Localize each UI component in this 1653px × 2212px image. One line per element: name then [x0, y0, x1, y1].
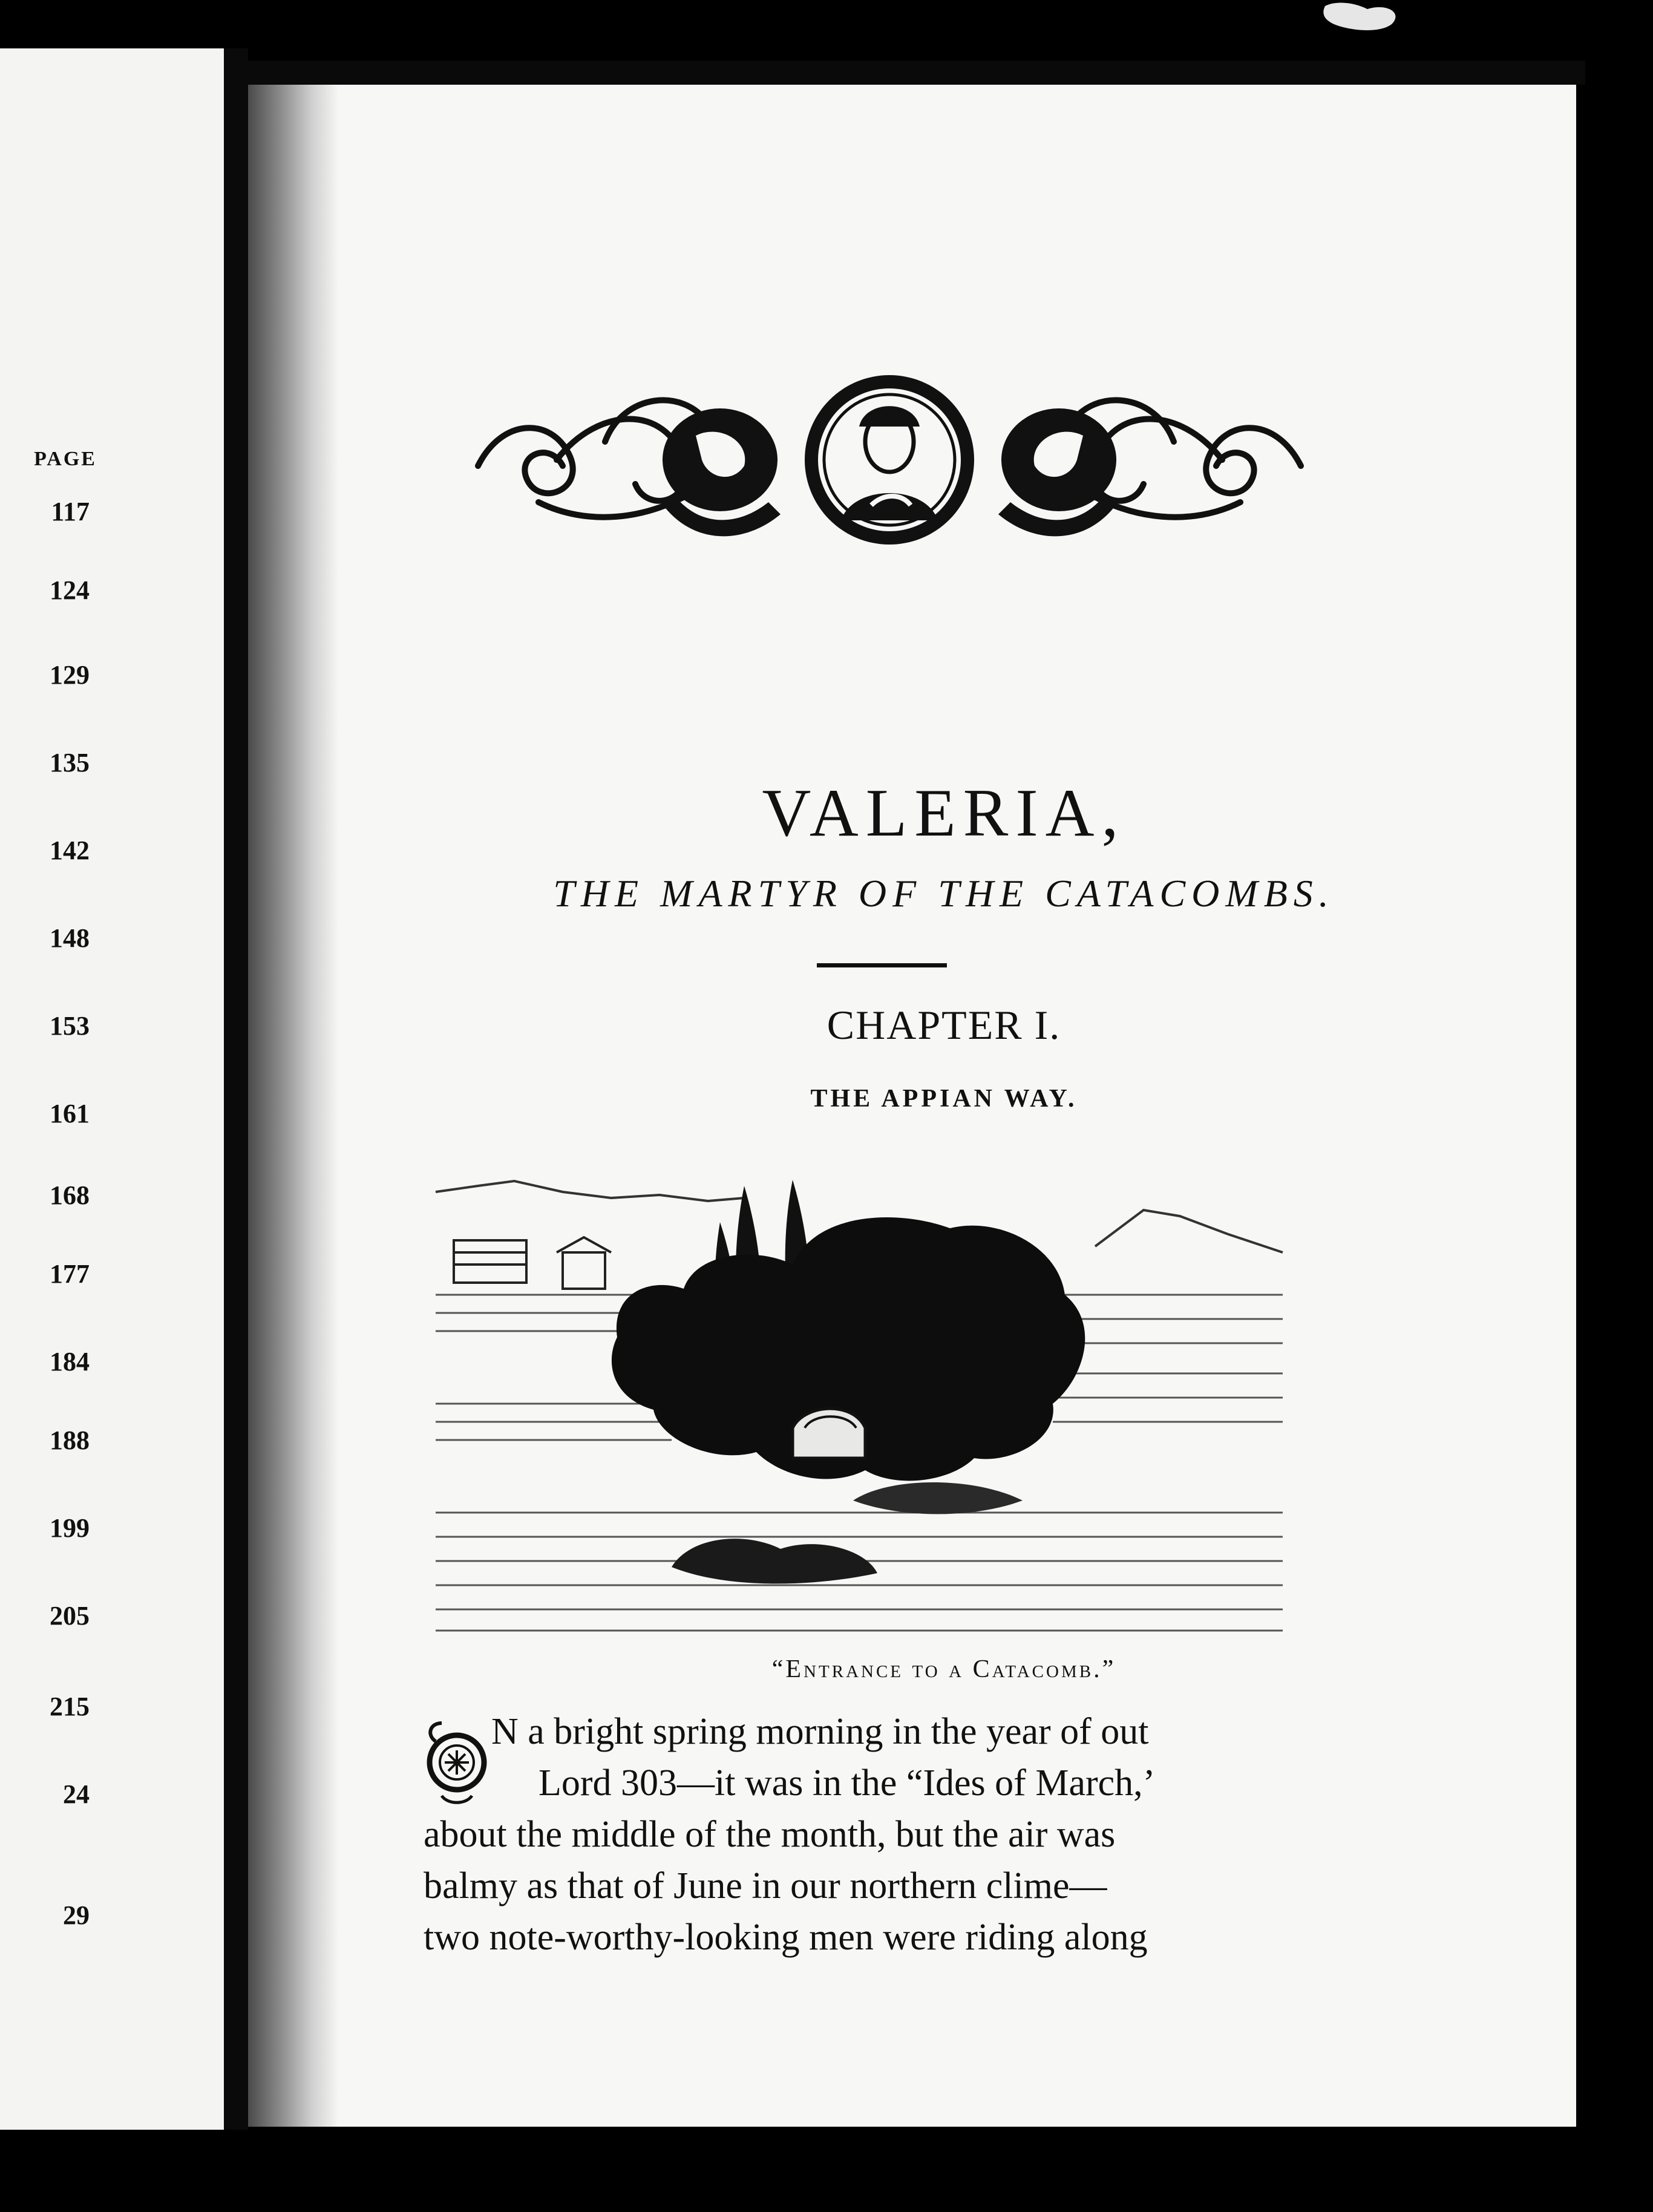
headpiece-ornament-icon — [466, 369, 1313, 551]
page-header-label: PAGE — [34, 448, 97, 470]
book-gutter — [224, 48, 248, 2130]
paper-speck-icon — [1319, 0, 1410, 36]
contents-page-number: 199 — [50, 1513, 90, 1543]
spine-shadow — [248, 85, 339, 2127]
contents-page-number: 153 — [50, 1011, 90, 1041]
catacomb-engraving-image — [430, 1174, 1289, 1646]
contents-page-number: 161 — [50, 1099, 90, 1128]
contents-page-number: 184 — [50, 1347, 90, 1376]
body-line-1: N a bright spring morning in the year of out — [491, 1711, 1149, 1752]
page-edge-shadow — [248, 61, 1585, 85]
body-line-3: about the middle of the month, but the air was — [424, 1814, 1116, 1855]
contents-page-number: 117 — [51, 497, 90, 526]
contents-page-number: 29 — [63, 1900, 90, 1930]
body-line-5: two note-worthy-looking men were riding along — [424, 1917, 1148, 1958]
book-subtitle: THE MARTYR OF THE CATACOMBS. — [553, 872, 1335, 915]
contents-page-number: 205 — [50, 1601, 90, 1631]
ornamental-initial-o-icon — [424, 1711, 490, 1808]
contents-page-number: 148 — [50, 923, 90, 953]
contents-page-number: 168 — [50, 1180, 90, 1210]
body-line-2: Lord 303—it was in the “Ides of March,’ — [538, 1762, 1156, 1804]
page-number-column — [0, 448, 97, 1930]
right-page — [248, 85, 1576, 2127]
illustration-caption: “Entrance to a Catacomb.” — [771, 1655, 1116, 1683]
contents-page-number: 24 — [63, 1779, 90, 1809]
contents-page-number: 142 — [50, 836, 90, 865]
contents-page-number: 129 — [50, 660, 90, 690]
contents-page-number: 124 — [50, 575, 90, 605]
book-title: VALERIA, — [762, 776, 1126, 851]
left-page-contents — [0, 48, 224, 2130]
contents-page-number: 135 — [50, 748, 90, 777]
title-rule — [817, 963, 947, 967]
chapter-heading: CHAPTER I. — [826, 1002, 1061, 1048]
contents-page-number: 177 — [50, 1259, 90, 1289]
body-line-4: balmy as that of June in our northern clime— — [424, 1865, 1107, 1906]
chapter-title: THE APPIAN WAY. — [810, 1085, 1078, 1113]
chapter-body-text — [424, 1706, 1301, 1963]
contents-page-number: 188 — [50, 1425, 90, 1455]
contents-page-number: 215 — [50, 1692, 90, 1721]
